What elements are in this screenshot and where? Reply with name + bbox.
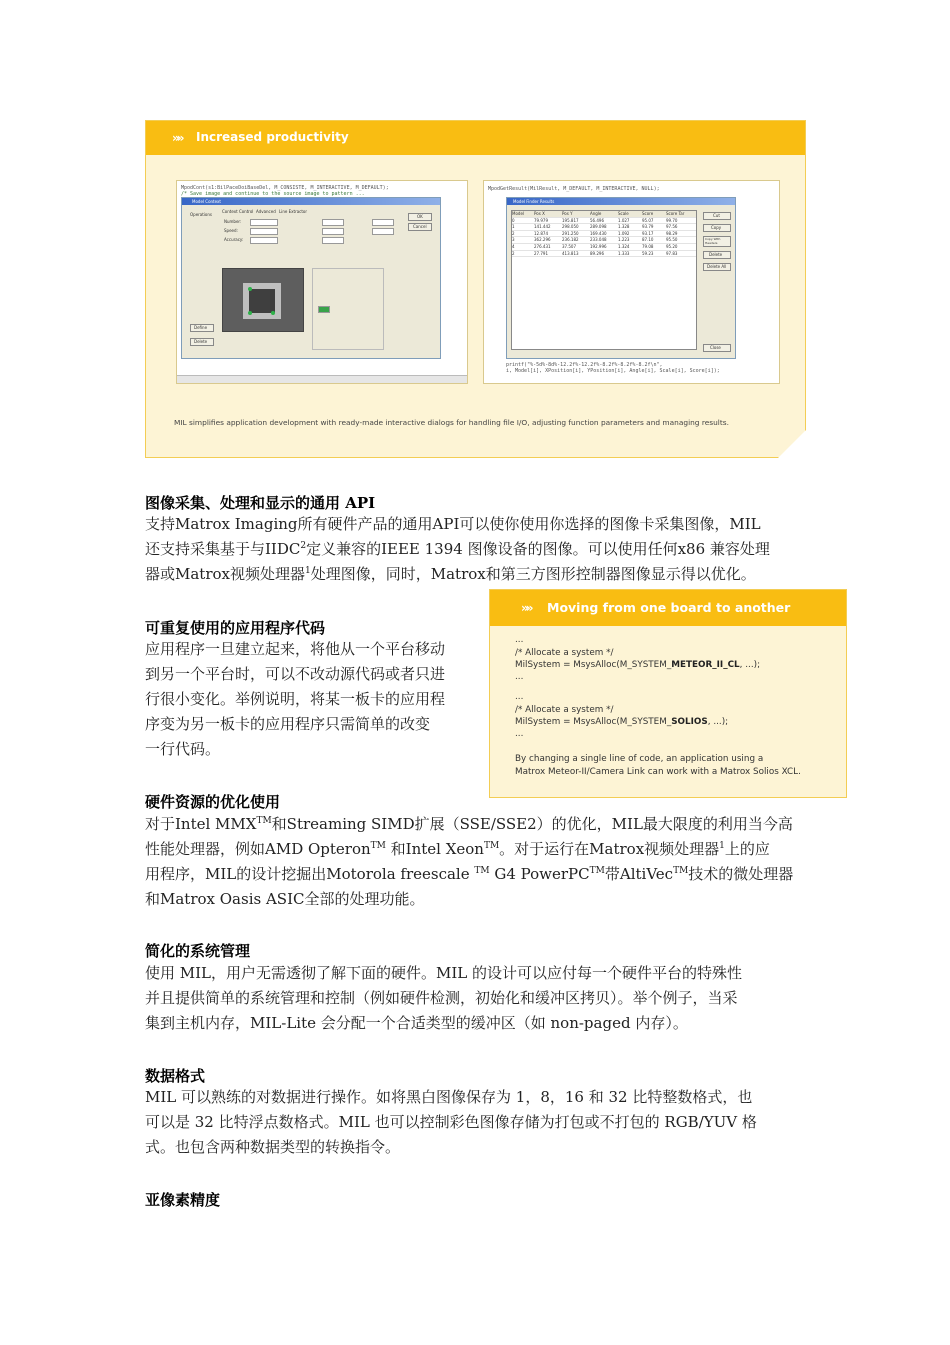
productivity-caption: MIL simplifies application development with ready-made interactive dialogs for handling file I/O, adjusting function parameters and managing results. (174, 418, 729, 427)
table-row[interactable]: 2 27.791 413.813 89.296 1.333 59.23 97.83 (512, 251, 696, 258)
section-heading-subpixel: 亚像素精度 (145, 1191, 221, 1209)
delete-all-button[interactable]: Delete All (703, 263, 731, 271)
cut-button[interactable]: Cut (703, 212, 731, 220)
delete-button[interactable]: Delete (190, 338, 214, 346)
delete-button[interactable]: Delete (703, 251, 731, 259)
close-button[interactable]: Close (703, 344, 731, 352)
productivity-panel (145, 120, 806, 458)
screenshot-model-results: MpodGetResult(MilResult, M_DEFAULT, M_INTERACTIVE, NULL); Model Finder Results Model Pos X Pos Y Angle Scale Score Score Tar 0 79.979 195.817 56.496 1.027 95.07 99.70 1 141.442 298.050 289.098 1.328 93.79 97.56 2 12.874 291.250 169.430 1.092 93.17 98.29 3 362.296 236.182 233.048 1.223 87.10 95.50 4 276.431 37.507 192.996 1.324 79.08 95.20 2 27.791 413.813 89.296 1.333 59.23 97.83 Cut Copy Copy With Headers Delete Delete All Close printf("%-5d%-8d%-12.2f%-12.2f%-8.2f%-8.2f%-8.2f\n", i, Model[i], XPosition[i], YPosition[i], Angle[i], Scale[i], Score[i]); (483, 180, 780, 384)
model-image-preview (222, 268, 304, 332)
moving-board-panel-header (490, 590, 846, 626)
section-heading-api: 图像采集、处理和显示的通用 API (145, 494, 376, 512)
moving-board-panel-title: Moving from one board to another (547, 600, 791, 615)
copy-with-headers-button[interactable]: Copy With Headers (703, 236, 731, 247)
model-context-dialog: Model Context Operations Context Control Advanced Line Extractor Number: Speed: Accuracy: OK Cancel Delete Define (181, 197, 441, 359)
table-row[interactable]: 3 362.296 236.182 233.048 1.223 87.10 95.50 (512, 237, 696, 244)
section-body-api: 支持Matrox Imaging所有硬件产品的通用API可以使你使用你选择的图像卡采集图像，MIL 还支持采集基于与IIDC$^2$定义兼容的IEEE 1394 图像设备的图像。可以使用任何x86 兼容处理 器或Matrox视频处理器$^1$处理图像，同时，Matrox和第三方图形控制器图像显示得以优化。 (145, 515, 770, 583)
table-row[interactable]: 4 276.431 37.507 192.996 1.324 79.08 95.20 (512, 244, 696, 251)
section-heading-hardware: 硬件资源的优化使用 (145, 793, 281, 811)
code-line-meteor: MilSystem = MsysAlloc(M_SYSTEM_METEOR_II_CL, ...); (515, 660, 761, 670)
speed-select[interactable] (250, 228, 278, 235)
results-table (511, 210, 697, 350)
define-button[interactable]: Define (190, 324, 214, 332)
chevron-icon: »» (172, 131, 182, 145)
page-fold (778, 430, 806, 458)
section-heading-reuse: 可重复使用的应用程序代码 (145, 619, 326, 637)
dialog-titlebar: Model Context (182, 198, 440, 205)
section-body-reuse: 应用程序一旦建立起来，将他从一个平台移动 到另一个平台时，可以不改动源代码或者只进 行很小变化。举例说明，将某一板卡的应用程 序变为另一板卡的应用程序只需简单的改变 一行代码。 (145, 640, 446, 758)
section-heading-system: 简化的系统管理 (145, 942, 251, 960)
section-body-system: 使用 MIL，用户无需透彻了解下面的硬件。MIL 的设计可以应付每一个硬件平台的特殊性 并且提供简单的系统管理和控制（例如硬件检测，初始化和缓冲区拷贝）。举个例子，当采 集到主机内存，MIL-Lite 会分配一个合适类型的缓冲区（如 non-paged 内存）。 (145, 964, 743, 1032)
table-row[interactable]: 0 79.979 195.817 56.496 1.027 95.07 99.70 (512, 218, 696, 225)
accuracy-select[interactable] (250, 237, 278, 244)
results-header-row: Model Pos X Pos Y Angle Scale Score Score Tar (512, 211, 696, 218)
cancel-button[interactable]: Cancel (408, 223, 432, 231)
code-line-solios: MilSystem = MsysAlloc(M_SYSTEM_SOLIOS, ...); (515, 717, 729, 727)
copy-button[interactable]: Copy (703, 224, 731, 232)
table-row[interactable]: 2 12.874 291.250 169.430 1.092 93.17 98.29 (512, 231, 696, 238)
productivity-panel-title: Increased productivity (196, 130, 349, 144)
screenshot-model-context: MpodCont(s1:BilPaceDoiBaseDel, M_CONSISTE, M_INTERACTIVE, M_DEFAULT); /* Save image and continue to the source image to pattern ... Model Context Operations Context Control Advanced Line Extractor Number: Speed: Accuracy: OK Cancel Delete Define (176, 180, 468, 384)
ok-button[interactable]: OK (408, 213, 432, 221)
results-dialog (506, 197, 736, 359)
chevron-icon: »» (521, 601, 531, 615)
number-select[interactable] (250, 219, 278, 226)
dialog-titlebar: Model Finder Results (507, 198, 735, 205)
table-row[interactable]: 1 141.442 298.050 289.098 1.328 93.79 97.56 (512, 224, 696, 231)
productivity-panel-header (146, 121, 805, 155)
section-body-hardware: 对于Intel MMX™和Streaming SIMD扩展（SSE/SSE2）的优化，MIL最大限度的利用当今高 性能处理器，例如AMD Opteron™ 和Intel Xeon™。对于运行在Matrox视频处理器$^1$上的应 用程序，MIL的设计挖掘出Motorola freescale ™ G4 PowerPC™带AltiVec™技术的微处理器 和Matrox Oasis ASIC全部的处理功能。 (145, 815, 794, 908)
section-heading-data: 数据格式 (145, 1067, 206, 1085)
moving-board-panel: »» Moving from one board to another ... /* Allocate a system */ MilSystem = MsysAlloc(M_SYSTEM_METEOR_II_CL, ...); ... ... /* Allocate a system */ MilSystem = MsysAlloc(M_SYSTEM_SOLIOS, ...); ... By changing a single line of code, an application using a Matrox Meteor-II/Camera Link can work with a Matrox Solios XCL. (489, 589, 847, 798)
section-body-data: MIL 可以熟练的对数据进行操作。如将黑白图像保存为 1，8，16 和 32 比特整数格式，也 可以是 32 比特浮点数格式。MIL 也可以控制彩色图像存储为打包或不打包的 RGB/YUV 格 式。也包含两种数据类型的转换指令。 (145, 1088, 757, 1156)
